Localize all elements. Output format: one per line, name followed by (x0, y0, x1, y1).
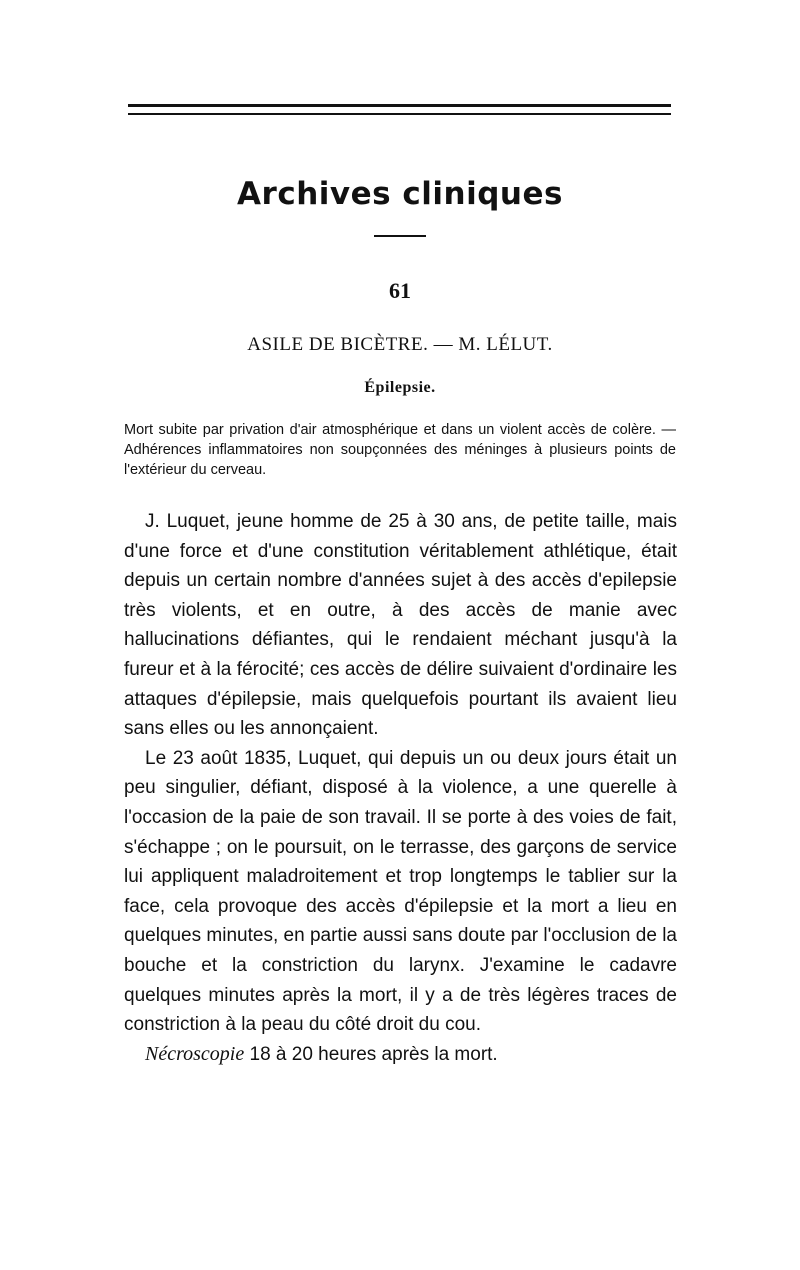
paragraph: Le 23 août 1835, Luquet, qui depuis un ou deux jours était un peu singulier, défiant, disposé à la violence, a une querelle à l'occasion de la paie de son travail. Il se porte à des voies de fait, s'échappe ; on le poursuit, on le terrasse, des garçons de service lui appliquent maladroitement et trop longtemps le tablier sur la face, cela provoque des accès d'épilepsie et la mort a lieu en quelques minutes, en partie aussi sans doute par l'occlusion de la bouche et la constriction du larynx. J'examine le cadavre quelques minutes après la mort, il y a de très légères traces de constriction à la peau du côté droit du cou. (124, 747, 677, 1036)
title-divider (374, 235, 426, 237)
case-body (124, 507, 677, 1069)
institution-header: ASILE DE BICÈTRE. — M. LÉLUT. (247, 334, 553, 355)
summary-text: Mort subite par privation d'air atmosphérique et dans un violent accès de colère. — Adhérences inflammatoires non soupçonnées des méninges à plusieurs points de l'extérieur du cerveau. (124, 422, 676, 478)
top-rule-thick (128, 104, 671, 107)
subject-heading: Épilepsie. (364, 379, 436, 396)
necroscopy-text: 18 à 20 heures après la mort. (244, 1043, 498, 1065)
top-rule-thin (128, 113, 671, 115)
necroscopy-label: Nécroscopie (145, 1042, 245, 1065)
necroscopy-line (124, 1040, 677, 1070)
page-title: Archives cliniques (237, 176, 563, 212)
case-summary (124, 420, 676, 480)
paragraph: J. Luquet, jeune homme de 25 à 30 ans, de petite taille, mais d'une force et d'une constitution véritablement athlétique, était depuis un certain nombre d'années sujet à des accès d'epilepsie très violents, et en outre, à des accès de manie avec hallucinations défiantes, qui le rendaient méchant jusqu'à la fureur et à la férocité; ces accès de délire suivaient d'ordinaire les attaques d'épilepsie, mais quelquefois pourtant ils avaient lieu sans elles ou les annonçaient. (124, 511, 677, 740)
case-number: 61 (389, 278, 411, 303)
